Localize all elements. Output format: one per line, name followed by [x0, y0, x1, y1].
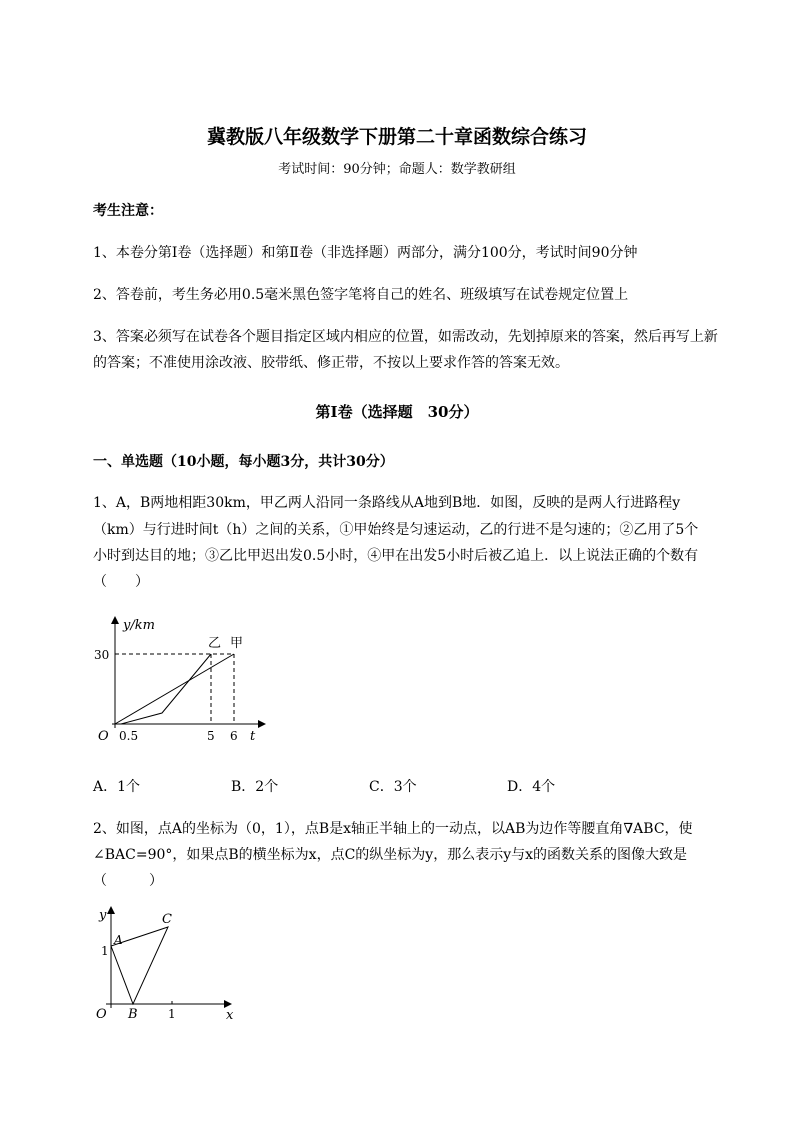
q1-label-jia: 甲: [230, 636, 244, 651]
q2-y-arrow: [107, 906, 115, 914]
q1-option-c: C．3个: [369, 779, 417, 795]
q2-line-1: 2、如图，点A的坐标为（0，1），点B是x轴正半轴上的一动点，以AB为边作等腰直角∇ABC，使: [93, 821, 693, 837]
q2-y-tick-1: 1: [101, 944, 109, 958]
q1-line-yi: [121, 654, 211, 724]
q2-origin: O: [96, 1007, 107, 1022]
q1-x-tick-6: 6: [230, 729, 238, 743]
q1-option-b: B．2个: [231, 779, 279, 795]
notice-item-2: 2、答卷前，考生务必用0.5毫米黑色签字笔将自己的姓名、班级填写在试卷规定位置上: [93, 287, 629, 303]
q1-y-tick-30: 30: [94, 648, 110, 662]
notice-heading: 考生注意：: [93, 203, 163, 219]
q2-x-tick-1: 1: [168, 1007, 176, 1021]
q1-origin: O: [98, 729, 109, 744]
q1-line-1: 1、A，B两地相距30km，甲乙两人沿同一条路线从A地到B地．如图，反映的是两人行进路程y: [93, 495, 681, 511]
q1-line-jia: [115, 654, 234, 724]
part-title: 第Ⅰ卷（选择题 30分）: [315, 403, 479, 421]
q1-line-3: 小时到达目的地；③乙比甲迟出发0.5小时，④甲在出发5小时后被乙追上．以上说法正确的个数有: [93, 548, 699, 564]
q2-label-c: C: [162, 912, 172, 927]
q1-label-yi: 乙: [208, 636, 222, 651]
q2-label-b: B: [128, 1007, 138, 1022]
q1-option-d: D．4个: [507, 779, 556, 795]
q1-option-a: A．1个: [93, 779, 141, 795]
q2-line-3: （ ）: [93, 873, 163, 889]
q2-y-axis-label: y: [99, 908, 107, 923]
q1-y-axis-label: y/km: [123, 618, 155, 633]
q2-x-axis-label: x: [226, 1008, 234, 1023]
section-heading: 一、单选题（10小题，每小题3分，共计30分）: [93, 454, 394, 470]
q1-line-4: （ ）: [93, 574, 149, 590]
notice-item-3-line-2: 的答案；不准使用涂改液、胶带纸、修正带，不按以上要求作答的答案无效。: [93, 355, 569, 371]
q1-x-arrow: [258, 720, 266, 728]
q1-x-tick-5: 5: [207, 729, 215, 743]
q1-x-tick-0-5: 0.5: [119, 729, 139, 743]
page-title: 冀教版八年级数学下册第二十章函数综合练习: [206, 126, 587, 148]
q2-label-a: A: [114, 933, 123, 947]
q2-figure: [90, 900, 250, 1030]
q2-line-2: ∠BAC=90°，如果点B的横坐标为x，点C的纵坐标为y，那么表示y与x的函数关系的图像大致是: [93, 847, 687, 863]
notice-item-1: 1、本卷分第Ⅰ卷（选择题）和第Ⅱ卷（非选择题）两部分，满分100分，考试时间90分钟: [93, 245, 638, 261]
q2-x-arrow: [224, 1000, 232, 1008]
exam-info: 考试时间：90分钟；命题人：数学教研组: [278, 162, 516, 177]
q1-figure: [90, 610, 280, 750]
notice-item-3-line-1: 3、答案必须写在试卷各个题目指定区域内相应的位置，如需改动，先划掉原来的答案，然后再写上新: [93, 329, 718, 345]
q1-y-arrow: [111, 616, 119, 624]
q1-line-2: （km）与行进时间t（h）之间的关系，①甲始终是匀速运动，乙的行进不是匀速的；②乙用了5个: [93, 522, 699, 538]
q1-x-axis-label: t: [250, 729, 256, 744]
